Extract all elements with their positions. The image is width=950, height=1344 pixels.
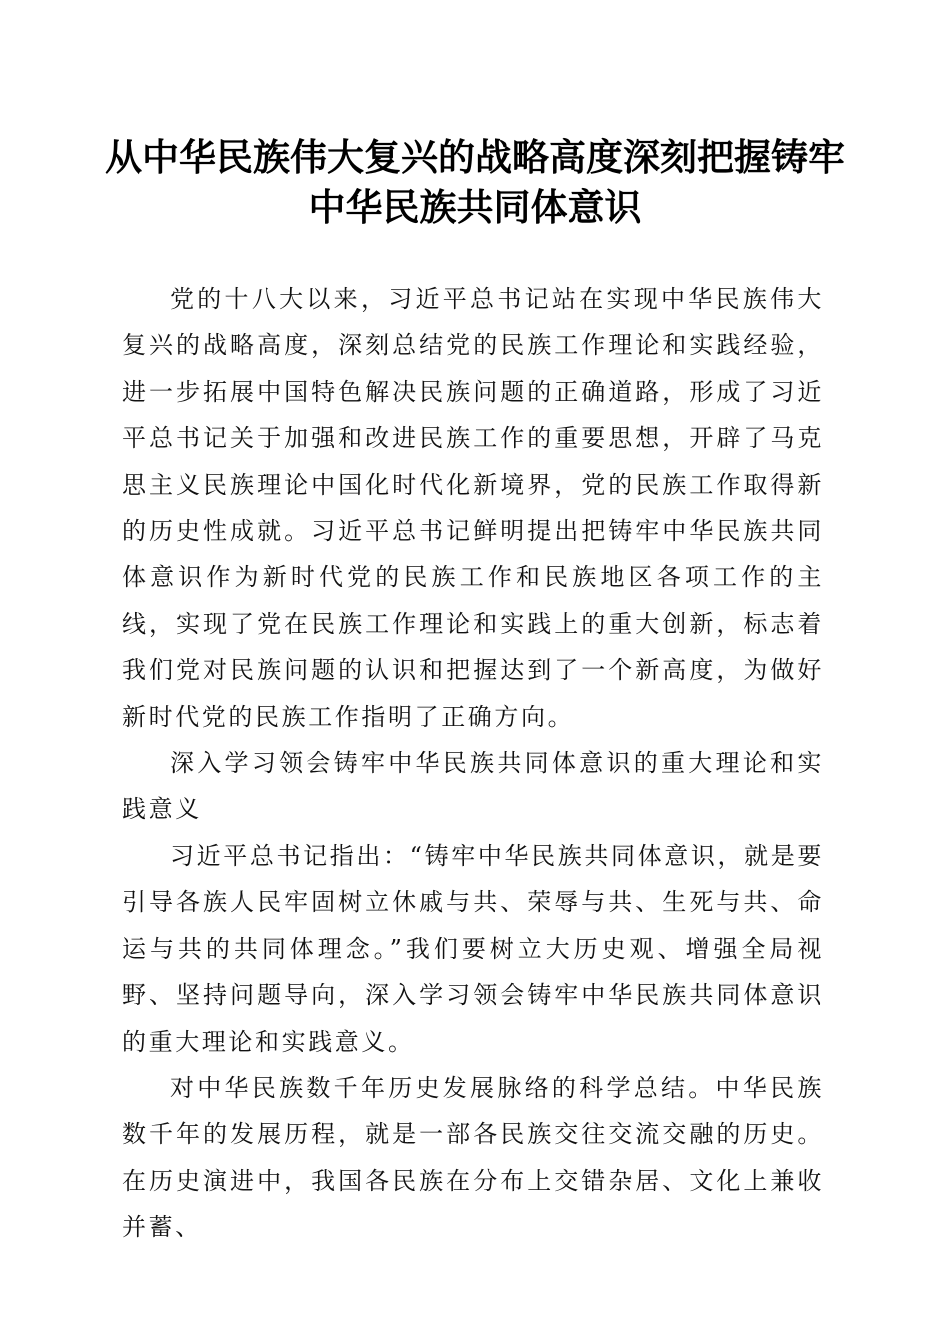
title-line-1: 从中华民族伟大复兴的战略高度深刻把握铸牢: [105, 135, 845, 179]
section-heading: 深入学习领会铸牢中华民族共同体意识的重大理论和实践意义: [122, 749, 824, 824]
document-body: [122, 276, 824, 1251]
paragraph-history: 对中华民族数千年历史发展脉络的科学总结。中华民族数千年的发展历程，就是一部各民族交往交流交融的历史。在历史演进中，我国各民族在分布上交错杂居、文化上兼收并蓄、: [122, 1073, 824, 1242]
paragraph-intro: 党的十八大以来，习近平总书记站在实现中华民族伟大复兴的战略高度，深刻总结党的民族工作理论和实践经验，进一步拓展中国特色解决民族问题的正确道路，形成了习近平总书记关于加强和改进民族工作的重要思想，开辟了马克思主义民族理论中国化时代化新境界，党的民族工作取得新的历史性成就。习近平总书记鲜明提出把铸牢中华民族共同体意识作为新时代党的民族工作和民族地区各项工作的主线，实现了党在民族工作理论和实践上的重大创新，标志着我们党对民族问题的认识和把握达到了一个新高度，为做好新时代党的民族工作指明了正确方向。: [122, 285, 824, 731]
title-line-2: 中华民族共同体意识: [308, 185, 642, 229]
document-title: [100, 132, 850, 232]
paragraph-quote: 习近平总书记指出：“铸牢中华民族共同体意识，就是要引导各族人民牢固树立休戚与共、荣辱与共、生死与共、命运与共的共同体理念。”我们要树立大历史观、增强全局视野、坚持问题导向，深入学习领会铸牢中华民族共同体意识的重大理论和实践意义。: [122, 841, 824, 1056]
